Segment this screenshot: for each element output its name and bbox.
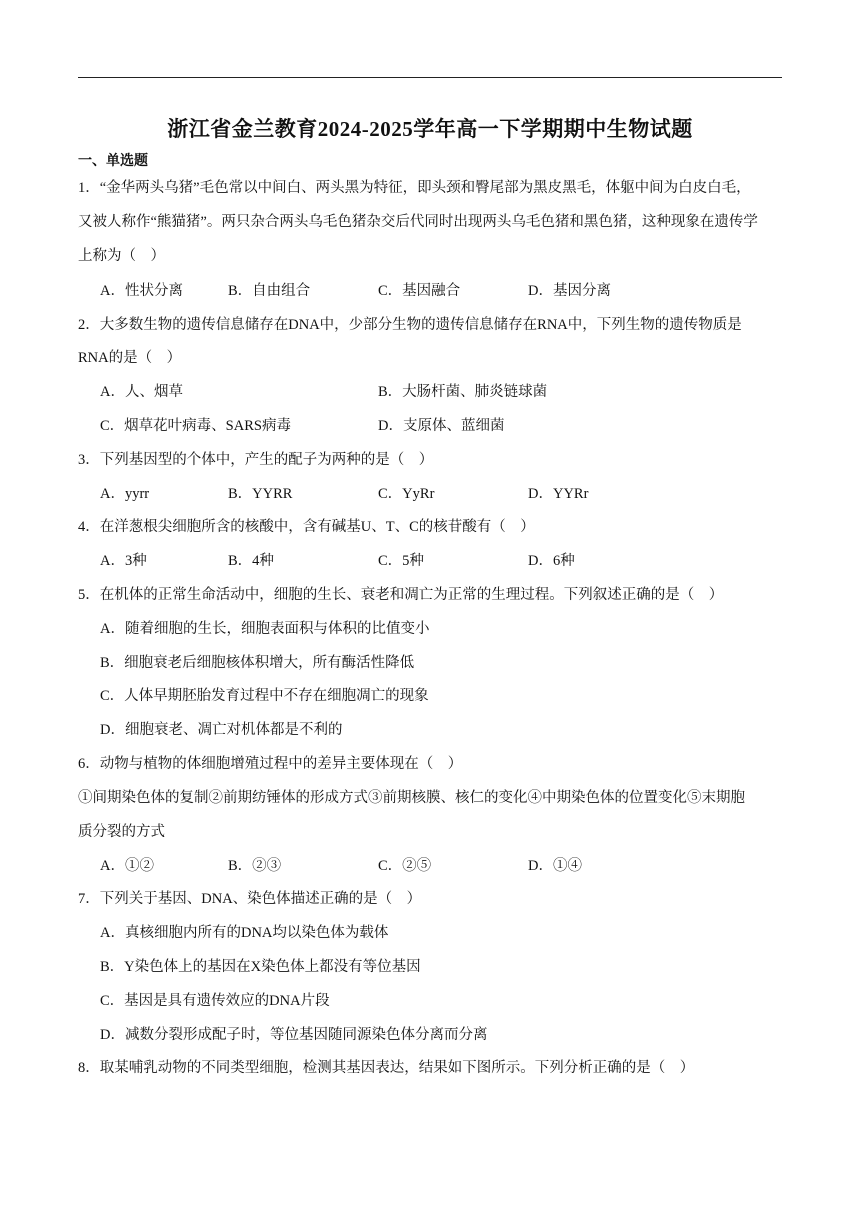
question-4-line-1: 4．在洋葱根尖细胞所含的核酸中，含有碱基U、T、C的核苷酸有（ ） xyxy=(78,519,535,535)
question-7-option-b: B．Y染色体上的基因在X染色体上都没有等位基因 xyxy=(100,959,421,975)
question-6-line-3: 质分裂的方式 xyxy=(78,824,165,840)
question-8-line-1: 8．取某哺乳动物的不同类型细胞，检测其基因表达，结果如下图所示。下列分析正确的是（ ） xyxy=(78,1060,695,1076)
question-7-option-d: D．减数分裂形成配子时，等位基因随同源染色体分离而分离 xyxy=(100,1027,488,1043)
question-1-line-3: 上称为（ ） xyxy=(78,248,165,264)
question-3-option-d: D．YYRr xyxy=(528,486,589,502)
question-3-option-c: C．YyRr xyxy=(378,486,435,502)
question-6-option-b: B．②③ xyxy=(228,858,282,874)
question-1-option-b: B．自由组合 xyxy=(228,283,311,299)
question-7-line-1: 7．下列关于基因、DNA、染色体描述正确的是（ ） xyxy=(78,891,422,907)
question-3-option-a: A．yyrr xyxy=(100,486,150,502)
question-5-option-b: B．细胞衰老后细胞核体积增大，所有酶活性降低 xyxy=(100,655,415,671)
question-6-option-d: D．①④ xyxy=(528,858,582,874)
question-1-option-c: C．基因融合 xyxy=(378,283,461,299)
page-title: 浙江省金兰教育2024-2025学年高一下学期期中生物试题 xyxy=(167,117,693,141)
question-3-line-1: 3．下列基因型的个体中，产生的配子为两种的是（ ） xyxy=(78,452,434,468)
question-4-option-a: A．3种 xyxy=(100,553,147,569)
question-7-option-a: A．真核细胞内所有的DNA均以染色体为载体 xyxy=(100,925,389,941)
question-2-line-2: RNA的是（ ） xyxy=(78,350,182,366)
question-2-option-a: A．人、烟草 xyxy=(100,384,183,400)
header-rule xyxy=(78,77,782,78)
question-2-option-b: B．大肠杆菌、肺炎链球菌 xyxy=(378,384,548,400)
question-5-option-c: C．人体早期胚胎发育过程中不存在细胞凋亡的现象 xyxy=(100,688,429,704)
section-heading: 一、单选题 xyxy=(78,154,148,169)
question-1-line-2: 又被人称作“熊猫猪”。两只杂合两头乌毛色猪杂交后代同时出现两头乌毛色猪和黑色猪，这种现象在遗传学 xyxy=(78,214,758,230)
question-6-line-1: 6．动物与植物的体细胞增殖过程中的差异主要体现在（ ） xyxy=(78,756,463,772)
question-1-option-a: A．性状分离 xyxy=(100,283,183,299)
question-5-line-1: 5．在机体的正常生命活动中，细胞的生长、衰老和凋亡为正常的生理过程。下列叙述正确的是（ ） xyxy=(78,587,724,603)
question-1-line-1: 1．“金华两头乌猪”毛色常以中间白、两头黑为特征，即头颈和臀尾部为黑皮黑毛，体躯中间为白皮白毛， xyxy=(78,180,751,196)
question-2-option-d: D．支原体、蓝细菌 xyxy=(378,418,505,434)
question-4-option-b: B．4种 xyxy=(228,553,274,569)
question-2-option-c: C．烟草花叶病毒、SARS病毒 xyxy=(100,418,291,434)
question-5-option-a: A．随着细胞的生长，细胞表面积与体积的比值变小 xyxy=(100,621,430,637)
question-5-option-d: D．细胞衰老、凋亡对机体都是不利的 xyxy=(100,722,343,738)
question-4-option-c: C．5种 xyxy=(378,553,424,569)
question-4-option-d: D．6种 xyxy=(528,553,575,569)
question-6-option-c: C．②⑤ xyxy=(378,858,432,874)
question-2-line-1: 2．大多数生物的遗传信息储存在DNA中，少部分生物的遗传信息储存在RNA中，下列生物的遗传物质是 xyxy=(78,317,742,333)
question-6-line-2: ①间期染色体的复制②前期纺锤体的形成方式③前期核膜、核仁的变化④中期染色体的位置变化⑤末期胞 xyxy=(78,790,745,806)
question-7-option-c: C．基因是具有遗传效应的DNA片段 xyxy=(100,993,330,1009)
question-6-option-a: A．①② xyxy=(100,858,154,874)
question-3-option-b: B．YYRR xyxy=(228,486,293,502)
question-1-option-d: D．基因分离 xyxy=(528,283,611,299)
